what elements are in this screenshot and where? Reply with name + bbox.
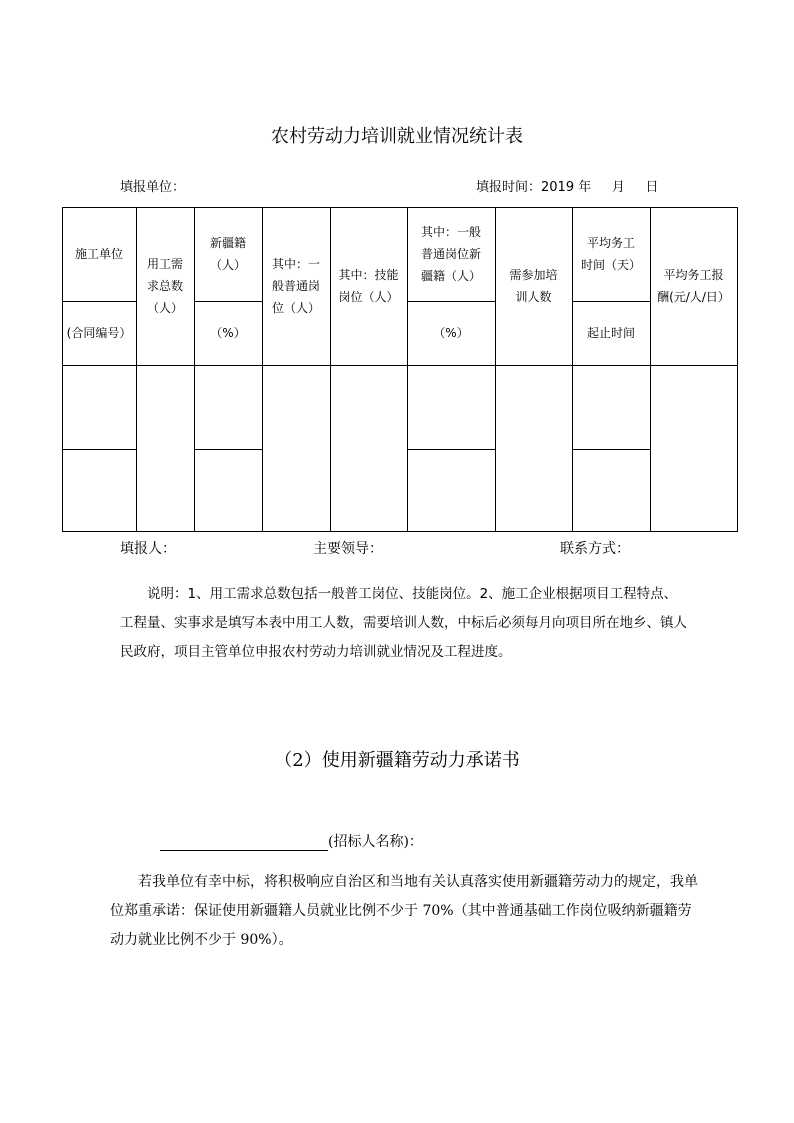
header-total-demand: 用工需 求总数 （人） (146, 257, 183, 315)
header-xinjiang-percent: （%） (210, 326, 246, 340)
header-general-xinjiang: 其中：一般 普通岗位新 疆籍（人） (420, 225, 481, 283)
header-avg-work-time: 平均务工 时间（天） (580, 236, 641, 272)
header-avg-pay: 平均务工报 酬(元/人/日） (657, 268, 730, 304)
table-cell-unit-1[interactable] (63, 366, 136, 449)
contact-label: 联系方式： (560, 541, 630, 557)
table-cell-start-end[interactable] (573, 450, 650, 531)
table-cell-total[interactable] (137, 366, 194, 531)
leader-label: 主要领导： (313, 541, 383, 557)
table-cell-skill[interactable] (331, 366, 407, 531)
table-cell-xinjiang-2[interactable] (195, 450, 262, 531)
fill-unit-label: 填报单位： (120, 180, 186, 195)
table-cell-avg-time[interactable] (573, 366, 650, 449)
table-cell-unit-2[interactable] (63, 450, 136, 531)
header-start-end-time: 起止时间 (586, 326, 635, 340)
table-title: 农村劳动力培训就业情况统计表 (271, 126, 523, 147)
table-cell-xinjiang-1[interactable] (195, 366, 262, 449)
header-skill-post: 其中：技能 岗位（人） (338, 268, 399, 304)
recipient-blank[interactable] (160, 836, 328, 851)
recipient-line (160, 831, 423, 851)
header-contract-no: (合同编号） (66, 326, 132, 340)
table-cell-pay[interactable] (651, 366, 737, 531)
table-cell-general[interactable] (263, 366, 330, 531)
header-general-post: 其中：一 般普通岗 位（人） (271, 257, 320, 315)
header-xinjiang: 新疆籍 （人） (209, 236, 246, 272)
table-cell-general-xinjiang-1[interactable] (408, 366, 495, 449)
pledge-paragraph: 若我单位有幸中标，将积极响应自治区和当地有关认真落实使用新疆籍劳动力的规定，我单位郑重承诺：保证使用新疆籍人员就业比例不少于 70%（其中普通基础工作岗位吸纳新疆籍劳动力就业比例不少于 90%）。 (110, 874, 698, 948)
header-construction-unit: 施工单位 (74, 247, 123, 261)
explanation-note: 说明：1、用工需求总数包括一般普工岗位、技能岗位。2、施工企业根据项目工程特点、工程量、实事求是填写本表中用工人数，需要培训人数，中标后必须每月向项目所在地乡、镇人民政府，项目主管单位申报农村劳动力培训就业情况及工程进度。 (120, 586, 687, 660)
commitment-heading: （2）使用新疆籍劳动力承诺书 (274, 750, 520, 771)
filler-label: 填报人： (120, 541, 176, 557)
recipient-label: (招标人名称)： (328, 834, 423, 850)
fill-time-label: 填报时间：2019 年 月 日 (476, 180, 659, 195)
header-general-xinjiang-percent: （%） (433, 326, 469, 340)
header-training-count: 需参加培 训人数 (509, 268, 558, 304)
table-cell-training[interactable] (496, 366, 572, 531)
table-cell-general-xinjiang-2[interactable] (408, 450, 495, 531)
